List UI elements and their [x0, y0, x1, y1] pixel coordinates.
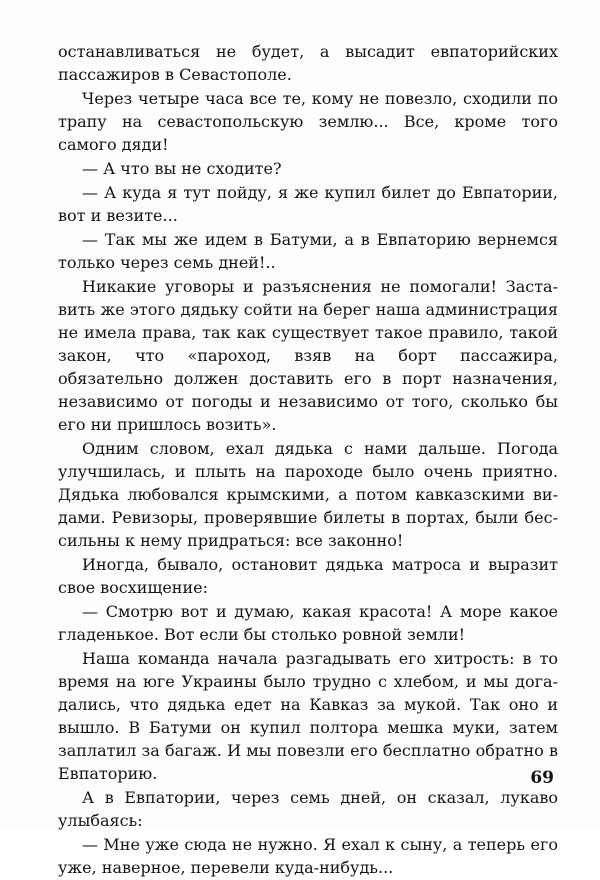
paragraph-continuation: останавливаться не будет, а высадит евпаторийских пассажиров в Севастополе.	[58, 42, 558, 84]
dialogue-line: — Мне уже сюда не нужно. Я ехал к сыну, а теперь его уже, наверное, перевели куда-нибудь...	[58, 835, 558, 877]
paragraph: Никакие уговоры и разъяснения не помогали! Заставить же этого дядьку сойти на берег наша администрация не имела права, так как существует такое правило, такой закон, что «пароход, взяв на борт пассажира, обязательно должен доставить его в порт назначения, независимо от погоды и независимо от того, сколько бы его ни пришлось возить».	[58, 277, 558, 434]
paragraph: Наша команда начала разгадывать его хитрость: в то время на юге Украины было трудно с хлебом, и мы догадались, что дядька едет на Кавказ за мукой. Так оно и вышло. В Батуми он купил полтора мешка муки, затем заплатил за багаж. И мы повезли его бесплатно обратно в Евпаторию.	[58, 649, 558, 783]
body-text	[58, 40, 558, 880]
dialogue-line: — Так мы же идем в Батуми, а в Евпаторию вернемся только через семь дней!..	[58, 230, 558, 272]
paragraph: Через четыре часа все те, кому не повезло, сходили по трапу на севастопольскую землю... Все, кроме того самого дяди!	[58, 89, 558, 154]
dialogue-line: — Смотрю вот и думаю, какая красота! А море какое гладенькое. Вот если бы столько ровной земли!	[58, 602, 558, 644]
paragraph: Иногда, бывало, остановит дядька матроса и выразит свое восхищение:	[58, 555, 558, 597]
paragraph: А в Евпатории, через семь дней, он сказал, лукаво улыбаясь:	[58, 788, 558, 830]
paragraph: Одним словом, ехал дядька с нами дальше. Погода улучшилась, и плыть на пароходе было очень приятно. Дядька любовался крымскими, а потом кавказскими видами. Ревизоры, проверявшие билеты в портах, были бессильны к нему придраться: все законно!	[58, 439, 558, 550]
page-number: 69	[530, 768, 554, 788]
dialogue-line: — А куда я тут пойду, я же купил билет до Евпатории, вот и везите...	[58, 183, 558, 225]
dialogue-line: — А что вы не сходите?	[82, 159, 282, 178]
